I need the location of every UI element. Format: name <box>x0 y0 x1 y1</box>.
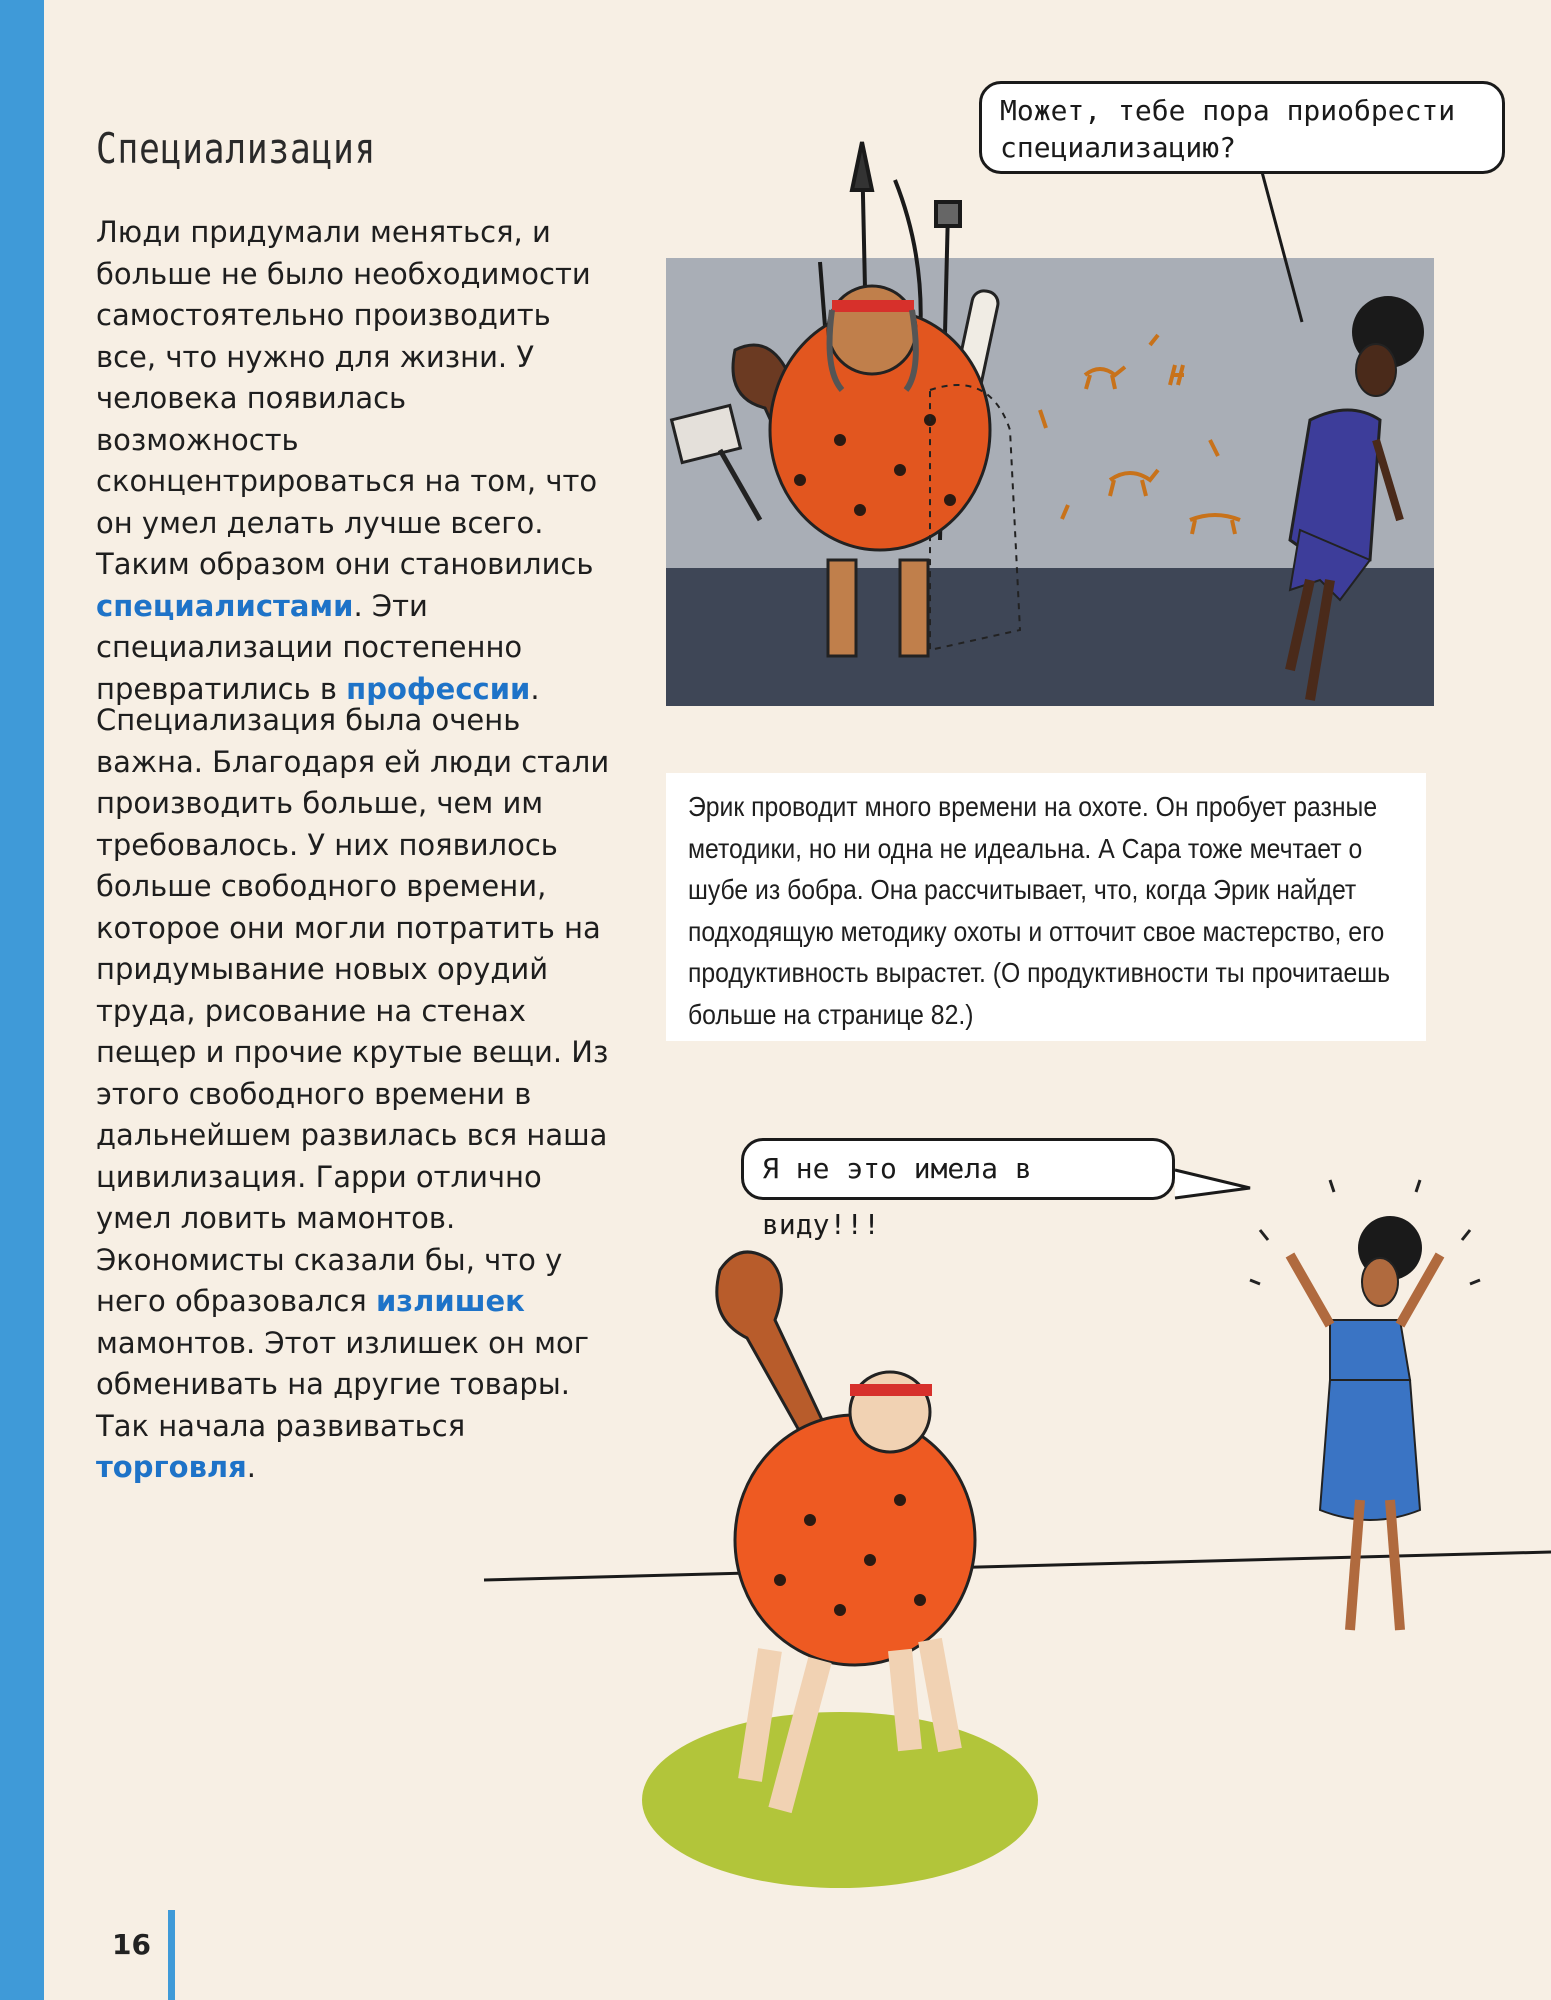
cave-scene-illustration <box>666 142 1434 706</box>
page-number: 16 <box>112 1928 151 1961</box>
ground-scene-illustration <box>484 1170 1551 1888</box>
p1-text-a: Люди придумали меняться, и больше не было необходимости самостоятельно производить все, что нужно для жизни. У человека появилась возможность сконцентрироваться на том, что он умел делать лучше всего. Таким образом они становились <box>96 215 598 581</box>
caption-text: Эрик проводит много времени на охоте. Он пробует разные методики, но ни одна не идеальна. А Сара тоже мечтает о шубе из бобра. Она рассчитывает, что, когда Эрик найдет подходящую методику охоты и отточит свое мастерство, его продуктивность вырастет. (О продуктивности ты прочитаешь больше на странице 82.) <box>688 791 1391 1030</box>
term-specialists: специалистами <box>96 588 354 623</box>
speech-bottom-text: Я не это имела в виду!!! <box>762 1152 1032 1241</box>
term-surplus: излишек <box>375 1284 525 1318</box>
page-title: Специализация <box>96 124 377 173</box>
speech-bubble-bottom <box>741 1138 1175 1241</box>
speech-top-line1: Может, тебе пора приобрести <box>1000 94 1456 127</box>
p2-text-c: . <box>246 1450 256 1484</box>
term-trade: торговля <box>96 1450 247 1484</box>
speech-top-line2: специализацию? <box>1000 131 1237 164</box>
p2-text-b: мамонтов. Этот излишек он мог обменивать на другие товары. Так начала развиваться <box>96 1325 589 1443</box>
p1-text-b: . Эти специализации постепенно превратились в <box>96 588 523 706</box>
grass-patch <box>642 1712 1038 1888</box>
page-marker <box>168 1910 175 2000</box>
speech-bubble-top <box>979 81 1505 174</box>
p2-text-a: Специализация была очень важна. Благодаря ей люди стали производить больше, чем им требовалось. У них появилось больше свободного времени, которое они могли потратить на придумывание новых орудий труда, рисование на стенах пещер и прочие крутые вещи. Из этого свободного времени в дальнейшем развилась вся наша цивилизация. Гарри отлично умел ловить мамонтов. Экономисты сказали бы, что у него образовался <box>96 703 610 1318</box>
term-professions: профессии <box>346 671 531 706</box>
p1-text-c: . <box>530 671 540 706</box>
